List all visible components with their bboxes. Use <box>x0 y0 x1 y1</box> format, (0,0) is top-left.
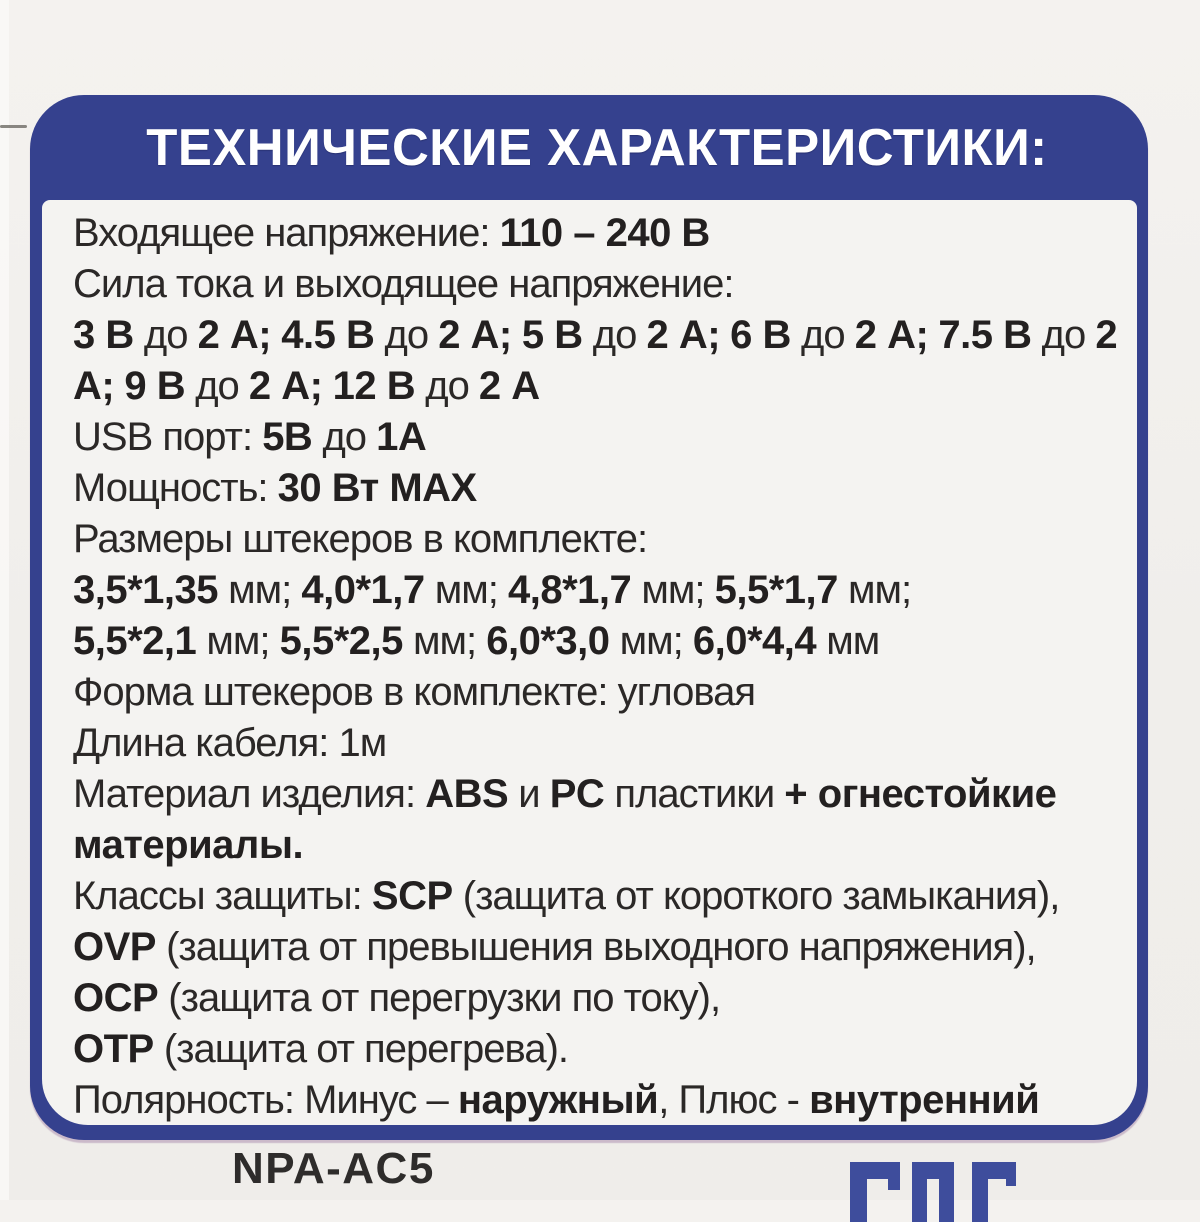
photo-left-edge-highlight <box>0 0 9 1200</box>
spec-line <box>73 259 1125 310</box>
spec-line <box>73 514 1125 565</box>
spec-line-text: Размеры штекеров в комплекте: <box>73 517 648 561</box>
spec-line <box>73 1024 1125 1075</box>
spec-line-text: Классы защиты: SCP (защита от короткого замыкания), <box>73 874 1060 918</box>
model-number: NPA-AC5 <box>232 1144 435 1193</box>
spec-line <box>73 208 1125 259</box>
spec-line <box>73 361 1125 412</box>
spec-line <box>73 310 1125 361</box>
spec-lines <box>73 208 1137 1125</box>
eac-letter-stroke <box>888 1162 900 1190</box>
spec-line-text: Сила тока и выходящее напряжение: <box>73 262 734 306</box>
eac-letter-stroke <box>912 1162 954 1179</box>
panel-title: ТЕХНИЧЕСКИЕ ХАРАКТЕРИСТИКИ: <box>146 118 1048 177</box>
spec-line-text: Входящее напряжение: 110 – 240 В <box>73 211 710 255</box>
spec-line-text: 3,5*1,35 мм; 4,0*1,7 мм; 4,8*1,7 мм; 5,5*1,7 мм; <box>73 568 912 612</box>
spec-line <box>73 769 1125 820</box>
spec-line-text: OTP (защита от перегрева). <box>73 1027 568 1071</box>
spec-line-text: Форма штекеров в комплекте: угловая <box>73 670 756 714</box>
spec-line <box>73 463 1125 514</box>
spec-line <box>73 820 1125 871</box>
panel-header <box>30 95 1148 200</box>
spec-line-text: Мощность: 30 Вт MAX <box>73 466 477 510</box>
spec-line-text: OVP (защита от превышения выходного напряжения), <box>73 925 1036 969</box>
spec-line <box>73 973 1125 1024</box>
spec-line <box>73 922 1125 973</box>
spec-sheet <box>42 200 1137 1125</box>
spec-line-text: Полярность: Минус – наружный, Плюс - внутренний <box>73 1078 1040 1122</box>
eac-certification-mark <box>850 1162 1020 1222</box>
spec-panel <box>30 95 1148 1140</box>
spec-line-text: 3 В до 2 А; 4.5 В до 2 А; 5 В до 2 А; 6 В до 2 А; 7.5 В до 2 <box>73 313 1118 357</box>
spec-line <box>73 412 1125 463</box>
spec-line-text: USB порт: 5В до 1А <box>73 415 427 459</box>
spec-line-text: А; 9 В до 2 А; 12 В до 2 А <box>73 364 540 408</box>
spec-line-text: материалы. <box>73 823 304 867</box>
spec-line <box>73 667 1125 718</box>
spec-line-text: Длина кабеля: 1м <box>73 721 387 765</box>
spec-line <box>73 1075 1125 1125</box>
spec-line <box>73 871 1125 922</box>
photo-edge-artifact <box>0 125 27 128</box>
spec-line <box>73 565 1125 616</box>
spec-line <box>73 616 1125 667</box>
spec-line-text: 5,5*2,1 мм; 5,5*2,5 мм; 6,0*3,0 мм; 6,0*4,4 мм <box>73 619 880 663</box>
spec-line-text: OCP (защита от перегрузки по току), <box>73 976 721 1020</box>
eac-letter-stroke <box>1006 1162 1016 1186</box>
spec-line-text: Материал изделия: ABS и PC пластики + огнестойкие <box>73 772 1057 816</box>
spec-line <box>73 718 1125 769</box>
